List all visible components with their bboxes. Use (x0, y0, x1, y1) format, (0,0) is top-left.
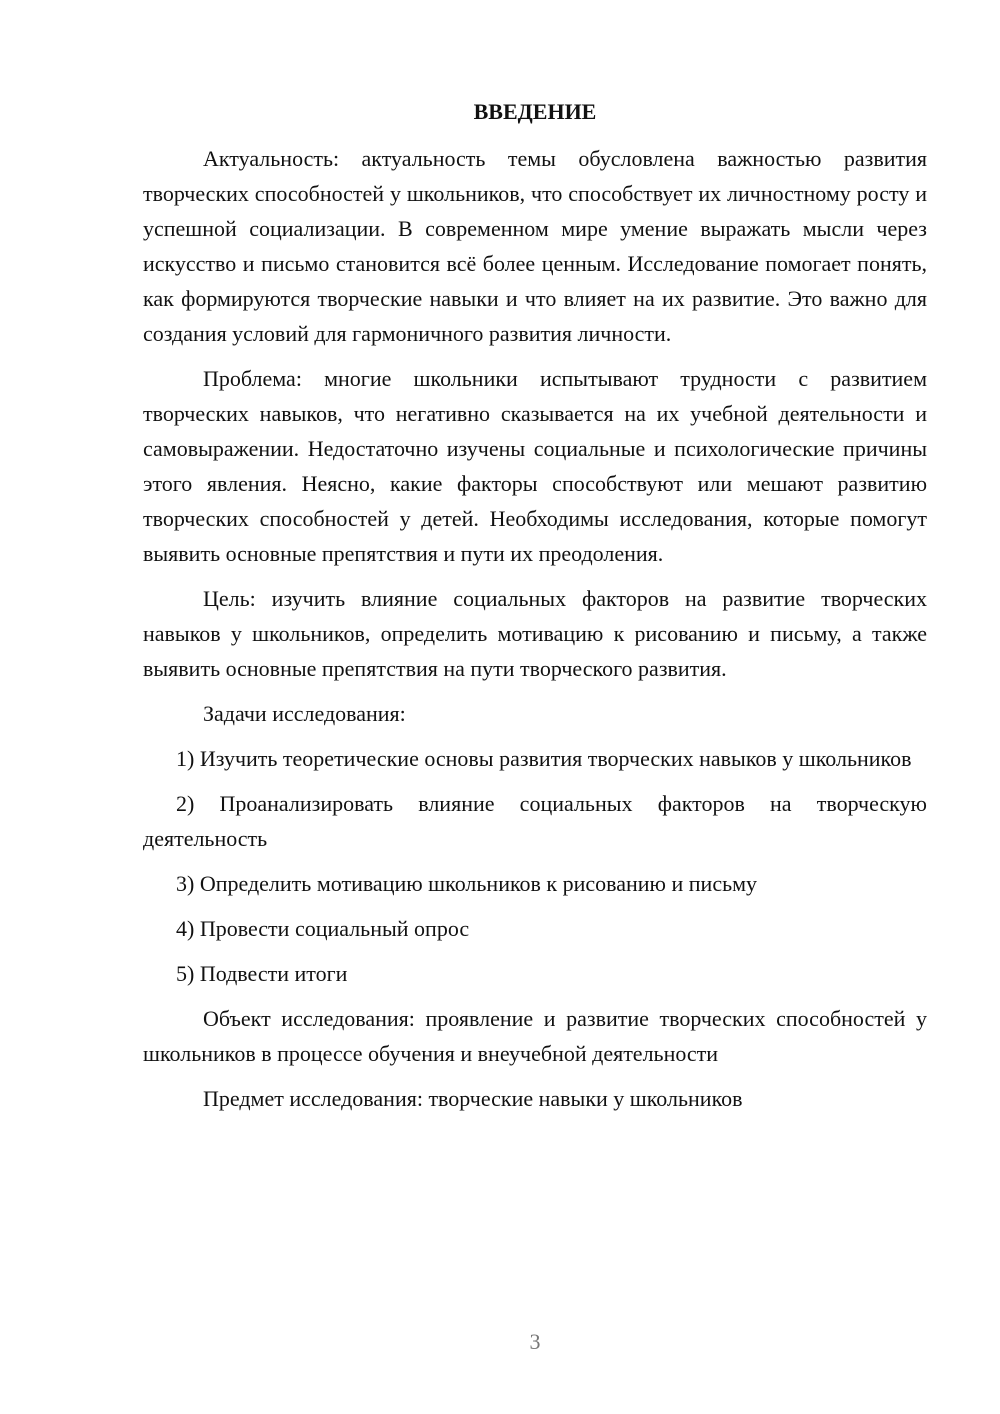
object-paragraph: Объект исследования: проявление и развитие творческих способностей у школьников в процессе обучения и внеучебной деятельности (143, 1006, 927, 1066)
task-item-1: 1) Изучить теоретические основы развития творческих навыков у школьников (176, 746, 912, 771)
task-item-5: 5) Подвести итоги (176, 961, 348, 986)
task-item-2: 2) Проанализировать влияние социальных факторов на творческую деятельность (143, 791, 927, 851)
page-title: ВВЕДЕНИЕ (473, 99, 597, 124)
tasks-heading: Задачи исследования: (203, 701, 406, 726)
problem-paragraph: Проблема: многие школьники испытывают трудности с развитием творческих навыков, что негативно сказывается на их учебной деятельности и самовыражении. Недостаточно изучены социальные и психологические причины этого явления. Неясно, какие факторы способствуют или мешают развитию творческих способностей у детей. Необходимы исследования, которые помогут выявить основные препятствия и пути их преодоления. (143, 366, 927, 566)
goal-paragraph: Цель: изучить влияние социальных факторов на развитие творческих навыков у школьников, определить мотивацию к рисованию и письму, а также выявить основные препятствия на пути творческого развития. (143, 586, 927, 681)
subject-paragraph: Предмет исследования: творческие навыки у школьников (203, 1086, 743, 1111)
task-item-3: 3) Определить мотивацию школьников к рисованию и письму (176, 871, 758, 896)
task-item-4: 4) Провести социальный опрос (176, 916, 470, 941)
page-content (143, 94, 927, 1126)
relevance-paragraph: Актуальность: актуальность темы обусловлена важностью развития творческих способностей у школьников, что способствует их личностному росту и успешной социализации. В современном мире умение выражать мысли через искусство и письмо становится всё более ценным. Исследование помогает понять, как формируются творческие навыки и что влияет на их развитие. Это важно для создания условий для гармоничного развития личности. (143, 146, 927, 346)
page-number: 3 (529, 1329, 541, 1354)
